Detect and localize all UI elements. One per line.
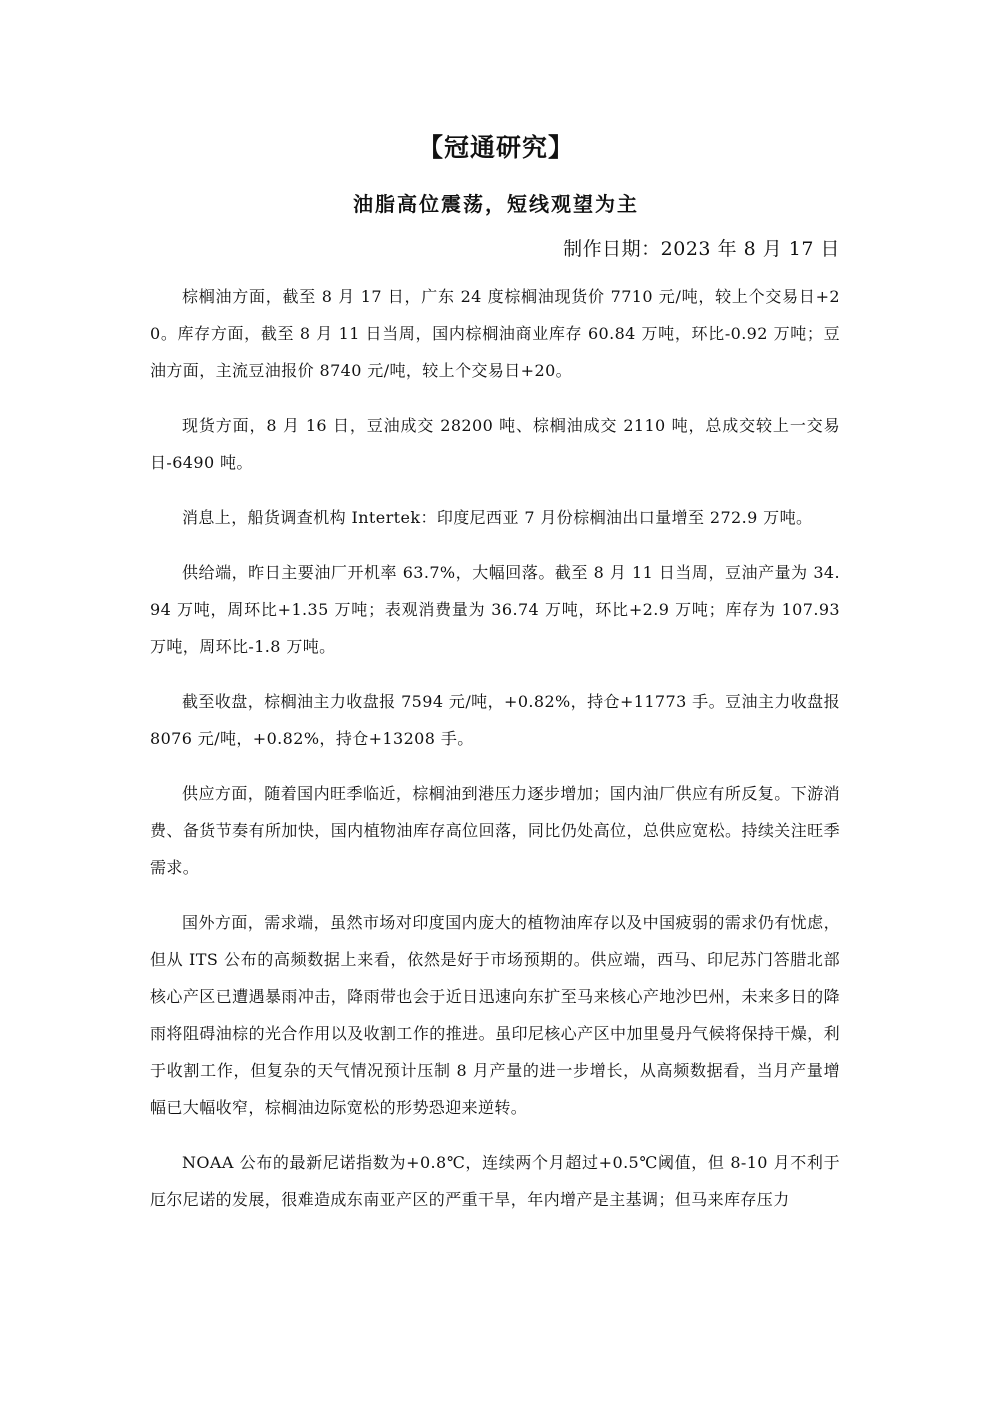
paragraph-spot-trading: 现货方面，8 月 16 日，豆油成交 28200 吨、棕榈油成交 2110 吨，总成交较上一交易日-6490 吨。 bbox=[150, 416, 840, 472]
report-date: 制作日期：2023 年 8 月 17 日 bbox=[563, 238, 840, 260]
paragraph-domestic-supply: 供应方面，随着国内旺季临近，棕榈油到港压力逐步增加；国内油厂供应有所反复。下游消费、备货节奏有所加快，国内植物油库存高位回落，同比仍处高位，总供应宽松。持续关注旺季需求。 bbox=[150, 784, 840, 877]
paragraph-enso: NOAA 公布的最新尼诺指数为+0.8℃，连续两个月超过+0.5℃阈值，但 8-10 月不利于厄尔尼诺的发展，很难造成东南亚产区的严重干旱，年内增产是主基调；但马来库存压力 bbox=[150, 1153, 840, 1209]
brand-heading: 【冠通研究】 bbox=[417, 133, 574, 162]
paragraph-palm-oil: 棕榈油方面，截至 8 月 17 日，广东 24 度棕榈油现货价 7710 元/吨，较上个交易日+20。库存方面，截至 8 月 11 日当周，国内棕榈油商业库存 60.84 万吨，环比-0.92 万吨；豆油方面，主流豆油报价 8740 元/吨，较上个交易日+20。 bbox=[150, 287, 840, 380]
report-body bbox=[150, 278, 840, 1236]
report-title: 油脂高位震荡，短线观望为主 bbox=[353, 192, 639, 216]
paragraph-overseas: 国外方面，需求端，虽然市场对印度国内庞大的植物油库存以及中国疲弱的需求仍有忧虑，但从 ITS 公布的高频数据上来看，依然是好于市场预期的。供应端，西马、印尼苏门答腊北部核心产区已遭遇暴雨冲击，降雨带也会于近日迅速向东扩至马来核心产地沙巴州，未来多日的降雨将阻碍油棕的光合作用以及收割工作的推进。虽印尼核心产区中加里曼丹气候将保持干燥，利于收割工作，但复杂的天气情况预计压制 8 月产量的进一步增长，从高频数据看，当月产量增幅已大幅收窄，棕榈油边际宽松的形势恐迎来逆转。 bbox=[150, 913, 840, 1117]
paragraph-news: 消息上，船货调查机构 Intertek：印度尼西亚 7 月份棕榈油出口量增至 272.9 万吨。 bbox=[182, 508, 813, 527]
paragraph-closing-prices: 截至收盘，棕榈油主力收盘报 7594 元/吨，+0.82%，持仓+11773 手。豆油主力收盘报 8076 元/吨，+0.82%，持仓+13208 手。 bbox=[150, 692, 840, 748]
paragraph-supply-side: 供给端，昨日主要油厂开机率 63.7%，大幅回落。截至 8 月 11 日当周，豆油产量为 34.94 万吨，周环比+1.35 万吨；表观消费量为 36.74 万吨，环比+2.9 万吨；库存为 107.93 万吨，周环比-1.8 万吨。 bbox=[150, 563, 840, 656]
